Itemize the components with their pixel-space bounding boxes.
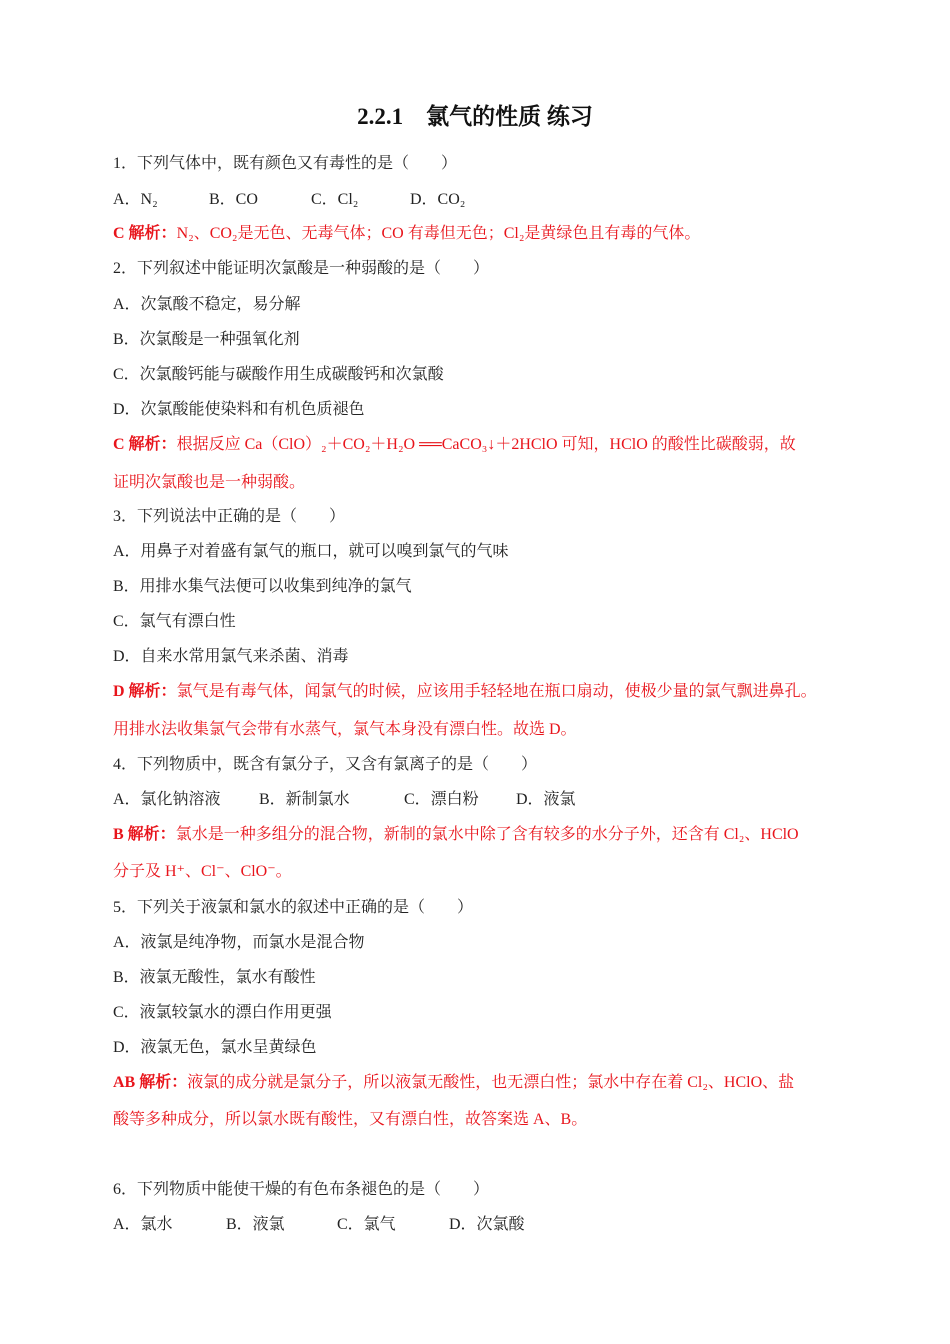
option: D．CO₂ [410,191,466,208]
answer-text: 分子及 H⁺、Cl⁻、ClO⁻。 [113,863,292,880]
question-stem: 4．下列物质中，既含有氯分子，又含有氯离子的是（ ） [113,756,538,773]
answer-explanation [113,682,817,702]
option: A．液氯是纯净物，而氯水是混合物 [113,934,365,951]
answer-text: 氯气是有毒气体，闻氯气的时候，应该用手轻轻地在瓶口扇动，使极少量的氯气飘进鼻孔。 [176,683,817,700]
option: A．N₂ [113,191,158,208]
answer-explanation [113,1073,794,1093]
answer-label: AB 解析： [113,1074,188,1091]
option: D．次氯酸能使染料和有机色质褪色 [113,401,365,418]
question-stem: 5．下列关于液氯和氯水的叙述中正确的是（ ） [113,899,474,916]
answer-label: C 解析： [113,436,177,453]
option: B．液氯无酸性，氯水有酸性 [113,969,316,986]
question-stem: 3．下列说法中正确的是（ ） [113,508,346,525]
option: A．氯化钠溶液 [113,791,221,808]
answer-text: 酸等多种成分，所以氯水既有酸性，又有漂白性，故答案选 A、B。 [113,1111,588,1128]
answer-explanation [113,825,799,845]
answer-text: 根据反应 Ca（ClO）₂＋CO₂＋H₂O ══CaCO₃↓＋2HClO 可知，HClO 的酸性比碳酸弱，故 [176,436,796,453]
answer-text: N₂、CO₂是无色、无毒气体；CO 有毒但无色；Cl₂是黄绿色且有毒的气体。 [176,225,701,242]
page-title: 2.2.1 氯气的性质 练习 [357,104,593,129]
option: A．次氯酸不稳定，易分解 [113,296,301,313]
question-stem: 6．下列物质中能使干燥的有色布条褪色的是（ ） [113,1181,490,1198]
option: B．次氯酸是一种强氧化剂 [113,331,300,348]
answer-text: 液氯的成分就是氯分子，所以液氯无酸性，也无漂白性；氯水中存在着 Cl₂、HClO、盐 [187,1074,795,1091]
answer-explanation [113,224,700,244]
answer-text: 证明次氯酸也是一种弱酸。 [113,474,306,491]
option: B．新制氯水 [259,791,350,808]
option: A．氯水 [113,1216,173,1233]
answer-label: B 解析： [113,826,176,843]
option: C．液氯较氯水的漂白作用更强 [113,1004,332,1021]
answer-explanation [113,435,796,455]
option: D．液氯 [516,791,576,808]
answer-text: 氯水是一种多组分的混合物，新制的氯水中除了含有较多的水分子外，还含有 Cl₂、HClO [175,826,799,843]
question-stem: 2．下列叙述中能证明次氯酸是一种弱酸的是（ ） [113,260,490,277]
option: B．CO [209,191,258,208]
answer-label: C 解析： [113,225,177,242]
option: C．次氯酸钙能与碳酸作用生成碳酸钙和次氯酸 [113,366,444,383]
option: C．Cl₂ [311,191,359,208]
option: C．氯气 [337,1216,396,1233]
option: C．漂白粉 [404,791,479,808]
option: D．次氯酸 [449,1216,525,1233]
answer-text: 用排水法收集氯气会带有水蒸气，氯气本身没有漂白性。故选 D。 [113,721,577,738]
option: A．用鼻子对着盛有氯气的瓶口，就可以嗅到氯气的气味 [113,543,509,560]
option: C．氯气有漂白性 [113,613,236,630]
option: B．用排水集气法便可以收集到纯净的氯气 [113,578,412,595]
question-stem: 1．下列气体中，既有颜色又有毒性的是（ ） [113,155,458,172]
option: D．自来水常用氯气来杀菌、消毒 [113,648,349,665]
option: B．液氯 [226,1216,285,1233]
option: D．液氯无色，氯水呈黄绿色 [113,1039,317,1056]
answer-label: D 解析： [113,683,177,700]
